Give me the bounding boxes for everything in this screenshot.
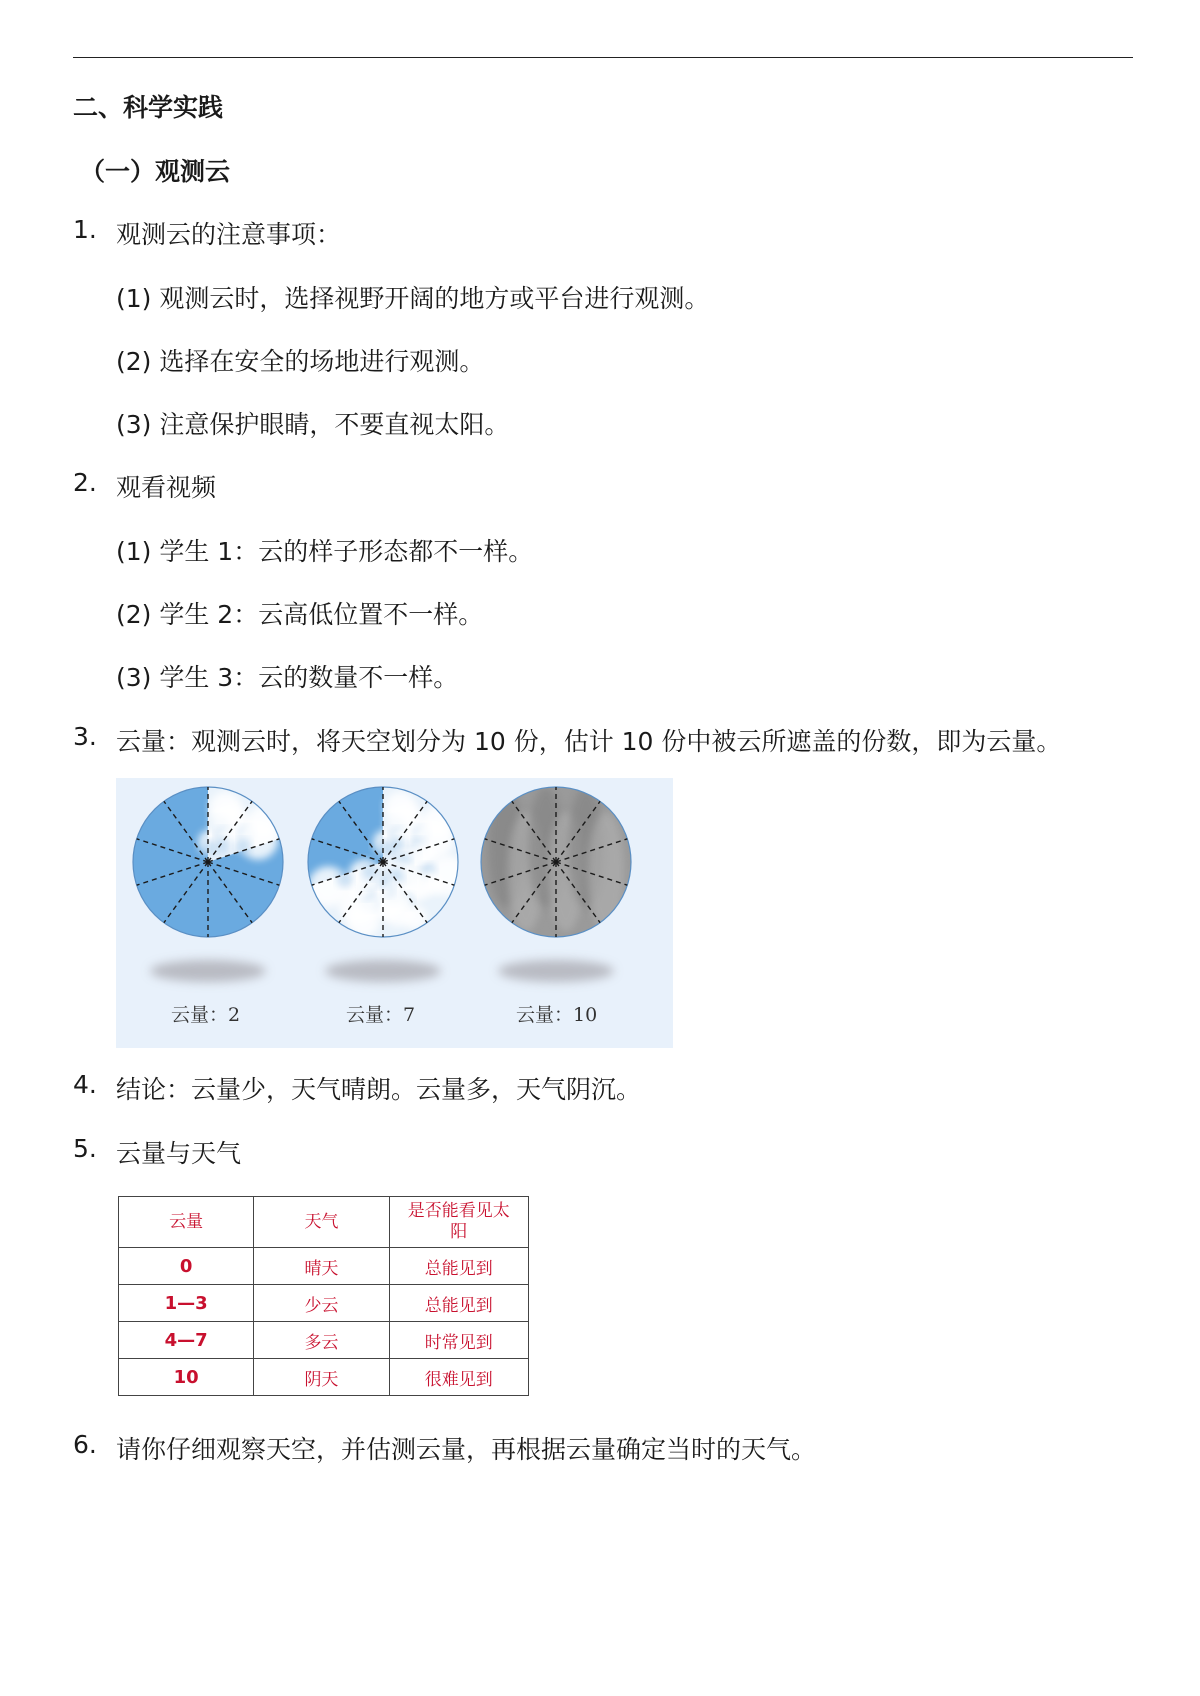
table-cell: 很难见到 — [389, 1359, 528, 1396]
table-row — [119, 1285, 529, 1322]
subsection-title: （一）观测云 — [80, 157, 231, 186]
section-title: 二、科学实践 — [73, 93, 224, 122]
table-cell: 少云 — [254, 1285, 389, 1322]
shadow-ellipse — [325, 960, 441, 982]
table-cell: 晴天 — [254, 1248, 389, 1285]
note-item: (1) 观测云时，选择视野开阔的地方或平台进行观测。 — [116, 284, 710, 313]
header-see-sun: 是否能看见太阳 — [389, 1197, 528, 1248]
table-cell: 总能见到 — [389, 1248, 528, 1285]
header-cloud-amount: 云量 — [119, 1197, 254, 1248]
video-item: (1) 学生 1：云的样子形态都不一样。 — [116, 537, 534, 566]
table-cell: 阴天 — [254, 1359, 389, 1396]
cloud-weather-table — [118, 1196, 529, 1396]
caption-cloud-10: 云量：10 — [516, 1004, 598, 1026]
cloud-circle — [307, 782, 468, 942]
cloud-amount-figure — [116, 778, 673, 1048]
table-cell: 时常见到 — [389, 1322, 528, 1359]
note-item: (2) 选择在安全的场地进行观测。 — [116, 347, 485, 376]
table-cell: 多云 — [254, 1322, 389, 1359]
table-row — [119, 1359, 529, 1396]
table-cell: 10 — [119, 1359, 254, 1396]
caption-cloud-7: 云量：7 — [346, 1004, 416, 1026]
top-rule — [73, 57, 1133, 58]
table-cell: 0 — [119, 1248, 254, 1285]
shadow-ellipse — [150, 960, 266, 982]
table-row — [119, 1322, 529, 1359]
table-row — [119, 1248, 529, 1285]
caption-cloud-2: 云量：2 — [171, 1004, 241, 1026]
table-cell: 总能见到 — [389, 1285, 528, 1322]
video-item: (2) 学生 2：云高低位置不一样。 — [116, 600, 484, 629]
header-weather: 天气 — [254, 1197, 389, 1248]
note-item: (3) 注意保护眼睛，不要直视太阳。 — [116, 410, 510, 439]
table-header-row — [119, 1197, 529, 1248]
shadow-ellipse — [498, 960, 614, 982]
table-cell: 1—3 — [119, 1285, 254, 1322]
table-cell: 4—7 — [119, 1322, 254, 1359]
video-item: (3) 学生 3：云的数量不一样。 — [116, 663, 459, 692]
